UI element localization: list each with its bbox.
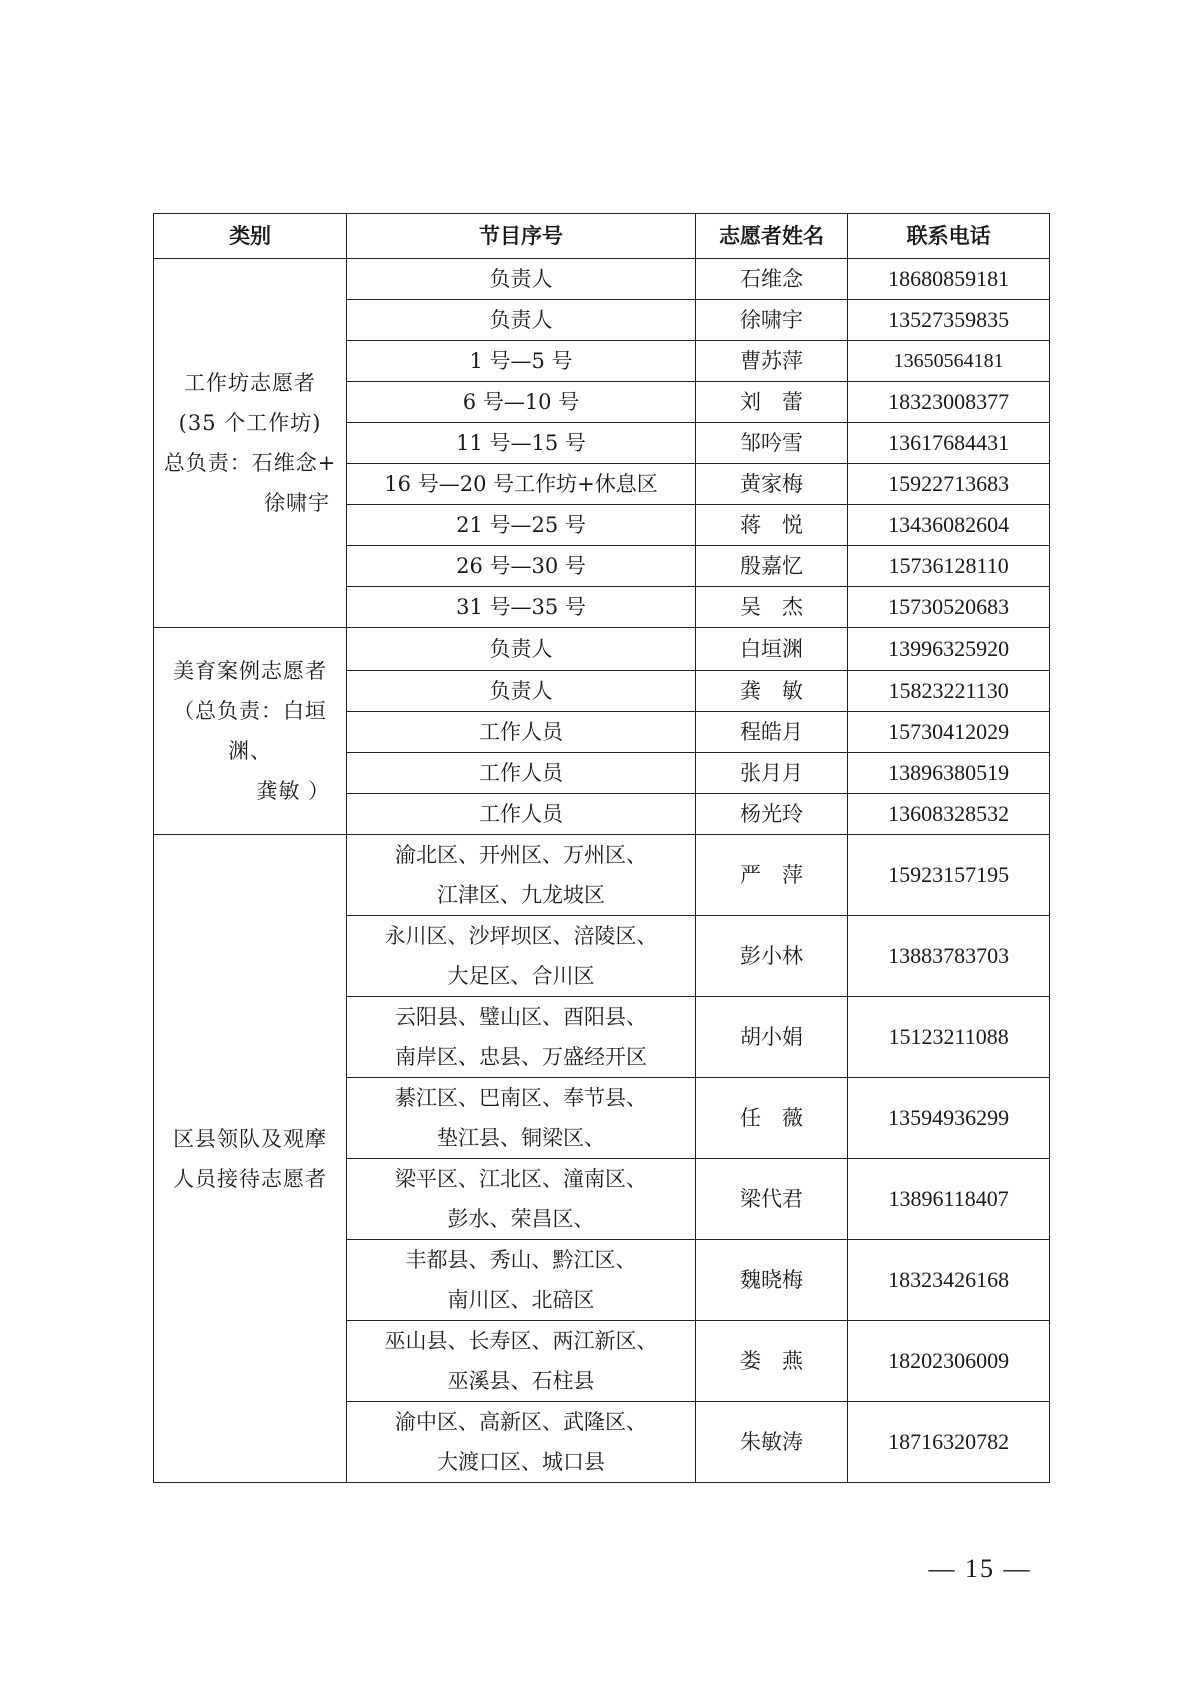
- volunteer-name-cell: 任 薇: [695, 1078, 847, 1159]
- phone-cell: 15730520683: [848, 587, 1050, 628]
- item-line: 渝中区、高新区、武隆区、: [395, 1410, 647, 1434]
- phone-cell: 18716320782: [848, 1402, 1050, 1483]
- item-line: 巫山县、长寿区、两江新区、: [384, 1329, 658, 1353]
- volunteer-name-cell: 白垣渊: [695, 628, 847, 671]
- item-line: 江津区、九龙坡区: [437, 883, 605, 907]
- volunteer-name-cell: 魏晓梅: [695, 1240, 847, 1321]
- phone-cell: 15923157195: [848, 835, 1050, 916]
- volunteer-name-cell: 吴 杰: [695, 587, 847, 628]
- category-line: 美育案例志愿者: [173, 659, 328, 683]
- item-line: 大渡口区、城口县: [437, 1450, 605, 1474]
- item-cell: 26 号—30 号: [347, 546, 696, 587]
- item-cell: [347, 1159, 696, 1240]
- item-cell: 31 号—35 号: [347, 587, 696, 628]
- item-cell: [347, 835, 696, 916]
- volunteer-name-cell: 严 萍: [695, 835, 847, 916]
- phone-cell: 18323008377: [848, 382, 1050, 423]
- item-line: 垫江县、铜梁区、: [437, 1126, 605, 1150]
- phone-cell: 18323426168: [848, 1240, 1050, 1321]
- item-cell: 21 号—25 号: [347, 505, 696, 546]
- category-line: 总负责：石维念+: [163, 451, 337, 475]
- volunteer-name-cell: 胡小娟: [695, 997, 847, 1078]
- category-line: 龚敏 ）: [256, 779, 331, 803]
- item-cell: [347, 997, 696, 1078]
- category-cell-aesthetic-education: [154, 628, 347, 835]
- category-line: （总负责：白垣渊、: [173, 699, 328, 763]
- phone-cell: 15123211088: [848, 997, 1050, 1078]
- phone-cell: 13436082604: [848, 505, 1050, 546]
- phone-cell: 13896380519: [848, 753, 1050, 794]
- item-cell: 工作人员: [347, 753, 696, 794]
- item-line: 大足区、合川区: [447, 964, 595, 988]
- phone-cell: 18202306009: [848, 1321, 1050, 1402]
- category-line: (35 个工作坊): [178, 411, 322, 435]
- item-cell: 负责人: [347, 300, 696, 341]
- phone-cell: 15730412029: [848, 712, 1050, 753]
- category-cell-district-reception: [154, 835, 347, 1483]
- phone-cell: 13650564181: [848, 341, 1050, 382]
- table-row: [154, 628, 1050, 671]
- table-row: [154, 259, 1050, 300]
- item-line: 永川区、沙坪坝区、涪陵区、: [384, 924, 658, 948]
- item-cell: 工作人员: [347, 794, 696, 835]
- item-line: 南川区、北碚区: [447, 1288, 595, 1312]
- phone-cell: 13527359835: [848, 300, 1050, 341]
- item-line: 丰都县、秀山、黔江区、: [405, 1248, 637, 1272]
- phone-cell: 13883783703: [848, 916, 1050, 997]
- item-line: 南岸区、忠县、万盛经开区: [395, 1045, 647, 1069]
- volunteer-name-cell: 彭小林: [695, 916, 847, 997]
- phone-cell: 13608328532: [848, 794, 1050, 835]
- category-cell-workshop: [154, 259, 347, 628]
- item-cell: 负责人: [347, 628, 696, 671]
- volunteer-name-cell: 徐啸宇: [695, 300, 847, 341]
- header-volunteer-name: 志愿者姓名: [695, 214, 847, 259]
- volunteer-table-wrapper: [153, 213, 1050, 1483]
- volunteer-name-cell: 石维念: [695, 259, 847, 300]
- phone-cell: 13617684431: [848, 423, 1050, 464]
- header-category: 类别: [154, 214, 347, 259]
- volunteer-name-cell: 张月月: [695, 753, 847, 794]
- phone-cell: 13594936299: [848, 1078, 1050, 1159]
- item-line: 彭水、荣昌区、: [447, 1207, 595, 1231]
- header-phone: 联系电话: [848, 214, 1050, 259]
- item-line: 渝北区、开州区、万州区、: [395, 843, 647, 867]
- item-cell: [347, 916, 696, 997]
- volunteer-name-cell: 程皓月: [695, 712, 847, 753]
- volunteer-name-cell: 梁代君: [695, 1159, 847, 1240]
- item-cell: [347, 1402, 696, 1483]
- item-cell: 工作人员: [347, 712, 696, 753]
- item-line: 巫溪县、石柱县: [447, 1369, 595, 1393]
- volunteer-name-cell: 曹苏萍: [695, 341, 847, 382]
- volunteer-name-cell: 殷嘉忆: [695, 546, 847, 587]
- item-cell: [347, 1321, 696, 1402]
- phone-cell: 15736128110: [848, 546, 1050, 587]
- category-line: 人员接待志愿者: [173, 1166, 328, 1191]
- volunteer-name-cell: 娄 燕: [695, 1321, 847, 1402]
- phone-cell: 13996325920: [848, 628, 1050, 671]
- category-line: 区县领队及观摩: [173, 1126, 328, 1151]
- item-cell: 负责人: [347, 671, 696, 712]
- item-line: 梁平区、江北区、潼南区、: [395, 1167, 647, 1191]
- table-header-row: [154, 214, 1050, 259]
- category-line: 工作坊志愿者: [184, 371, 317, 395]
- phone-cell: 15823221130: [848, 671, 1050, 712]
- volunteer-name-cell: 邹吟雪: [695, 423, 847, 464]
- item-cell: 6 号—10 号: [347, 382, 696, 423]
- volunteer-name-cell: 黄家梅: [695, 464, 847, 505]
- volunteer-name-cell: 龚 敏: [695, 671, 847, 712]
- table-row: [154, 835, 1050, 916]
- category-line: 徐啸宇: [264, 491, 331, 515]
- item-cell: 1 号—5 号: [347, 341, 696, 382]
- item-cell: [347, 1240, 696, 1321]
- header-item: 节目序号: [347, 214, 696, 259]
- phone-cell: 15922713683: [848, 464, 1050, 505]
- volunteer-name-cell: 刘 蕾: [695, 382, 847, 423]
- volunteer-name-cell: 蒋 悦: [695, 505, 847, 546]
- item-cell: 负责人: [347, 259, 696, 300]
- item-cell: [347, 1078, 696, 1159]
- volunteer-name-cell: 朱敏涛: [695, 1402, 847, 1483]
- item-line: 云阳县、璧山区、酉阳县、: [395, 1005, 647, 1029]
- item-cell: 11 号—15 号: [347, 423, 696, 464]
- volunteer-contact-table: [153, 213, 1050, 1483]
- phone-cell: 18680859181: [848, 259, 1050, 300]
- phone-cell: 13896118407: [848, 1159, 1050, 1240]
- page-number: — 15 —: [928, 1554, 1032, 1583]
- item-line: 綦江区、巴南区、奉节县、: [395, 1086, 647, 1110]
- volunteer-name-cell: 杨光玲: [695, 794, 847, 835]
- item-cell: 16 号—20 号工作坊+休息区: [347, 464, 696, 505]
